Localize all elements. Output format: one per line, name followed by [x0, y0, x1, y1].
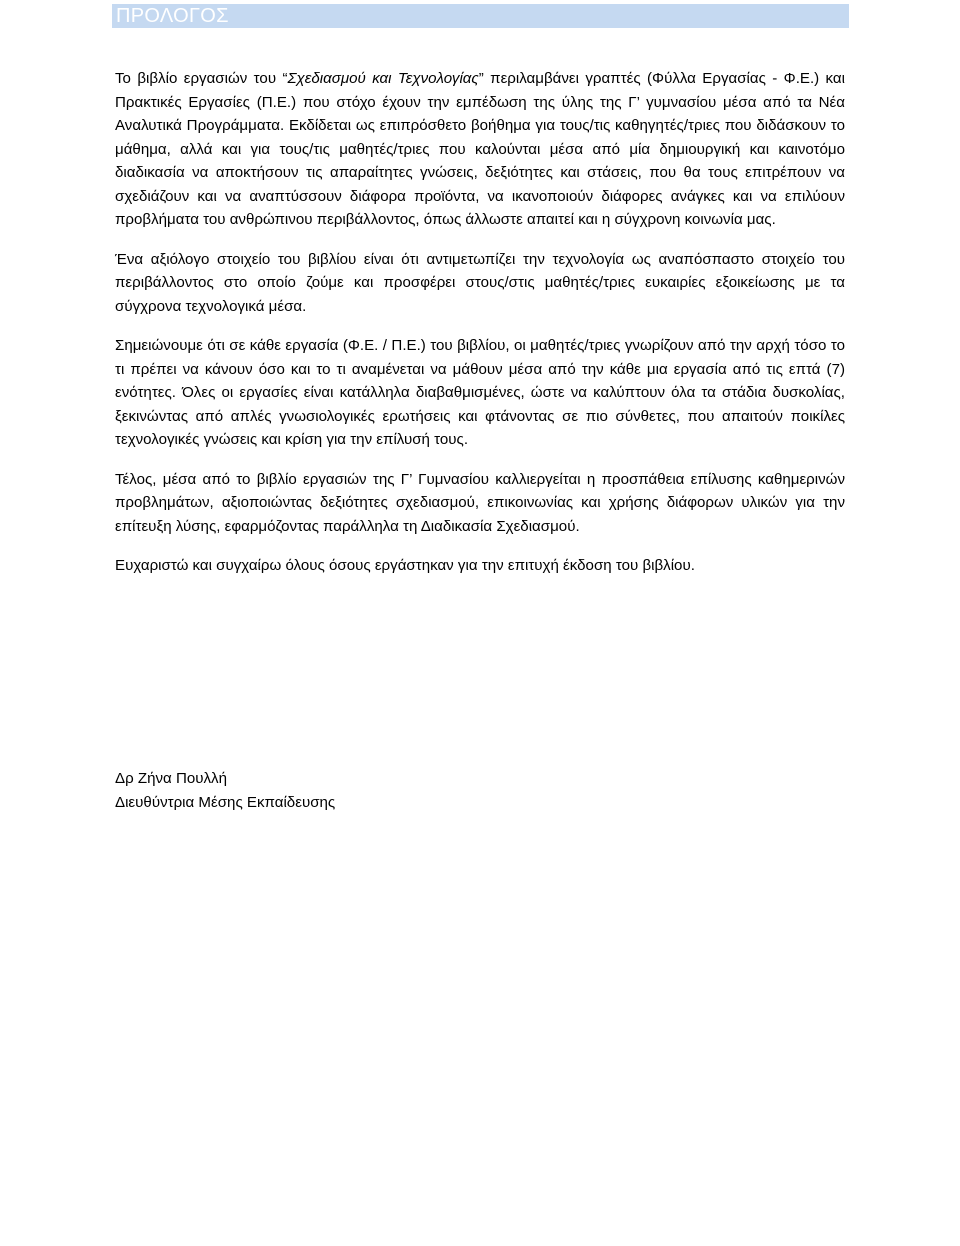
paragraph-intro-rest: ” περιλαμβάνει γραπτές (Φύλλα Εργασίας - Φ.Ε.) και Πρακτικές Εργασίες (Π.Ε.) που στόχο έχουν την εμπέδωση της ύλης της Γ’ γυμνασίου μέσα από τα Νέα Αναλυτικά Προγράμματα. Εκδίδεται ως επιπρόσθετο βοήθημα για τους/τις καθηγητές/τριες που διδάσκουν το μάθημα, αλλά και για τους/τις μαθητές/τριες που καλούνται μέσα από μία δημιουργική και καινοτόμο διαδικασία να αποκτήσουν τις απαραίτητες γνώσεις, δεξιότητες και στάσεις, που θα τους επιτρέπουν να σχεδιάζουν και να αναπτύσσουν διάφορα προϊόντα, να ικανοποιούν διάφορες ανάγκες και να επιλύουν προβλήματα του ανθρώπινου περιβάλλοντος, όπως άλλωστε απαιτεί και η σύγχρονη κοινωνία μας.	[115, 70, 845, 228]
paragraph-technology: Ένα αξιόλογο στοιχείο του βιβλίου είναι ότι αντιμετωπίζει την τεχνολογία ως αναπόσπαστο στοιχείο του περιβάλλοντος στο οποίο ζούμε και προσφέρει στους/στις μαθητές/τριες ευκαιρίες εξοικείωσης με τα σύγχρονα τεχνολογικά μέσα.	[115, 250, 845, 315]
document-body	[115, 67, 845, 594]
paragraph-assignments: Σημειώνουμε ότι σε κάθε εργασία (Φ.Ε. / Π.Ε.) του βιβλίου, οι μαθητές/τριες γνωρίζουν από την αρχή τόσο το τι πρέπει να κάνουν όσο και το τι αναμένεται να μάθουν μέσα από την κάθε μια εργασία από τις επτά (7) ενότητες. Όλες οι εργασίες είναι κατάλληλα διαβαθμισμένες, ώστε να καλύπτουν όλα τα στάδια δυσκολίας, ξεκινώντας από απλές γνωσιολογικές ερωτήσεις και φτάνοντας σε πιο σύνθετες, που απαιτούν ποικίλες τεχνολογικές γνώσεις και κρίση για την επίλυσή τους.	[115, 337, 845, 448]
page-title: ΠΡΟΛΟΓΟΣ	[116, 5, 229, 27]
signature-name: Δρ Ζήνα Πουλλή	[115, 770, 227, 787]
signature-block	[115, 767, 335, 814]
signature-role: Διευθύντρια Μέσης Εκπαίδευσης	[115, 793, 336, 811]
paragraph-thanks: Ευχαριστώ και συγχαίρω όλους όσους εργάστηκαν για την επιτυχή έκδοση του βιβλίου.	[115, 557, 695, 574]
paragraph-intro	[115, 67, 845, 232]
paragraph-intro-start: Το βιβλίο εργασιών του “	[115, 70, 288, 87]
paragraph-conclusion: Τέλος, μέσα από το βιβλίο εργασιών της Γ’ Γυμνασίου καλλιεργείται η προσπάθεια επίλυσης καθημερινών προβλημάτων, αξιοποιώντας δεξιότητες σχεδιασμού, επικοινωνίας και χρήσης διάφορων υλικών για την επίτευξη λύσης, εφαρμόζοντας παράλληλα τη Διαδικασία Σχεδιασμού.	[115, 470, 845, 535]
section-title-bar	[112, 4, 849, 28]
subject-title: Σχεδιασμού και Τεχνολογίας	[287, 70, 479, 87]
